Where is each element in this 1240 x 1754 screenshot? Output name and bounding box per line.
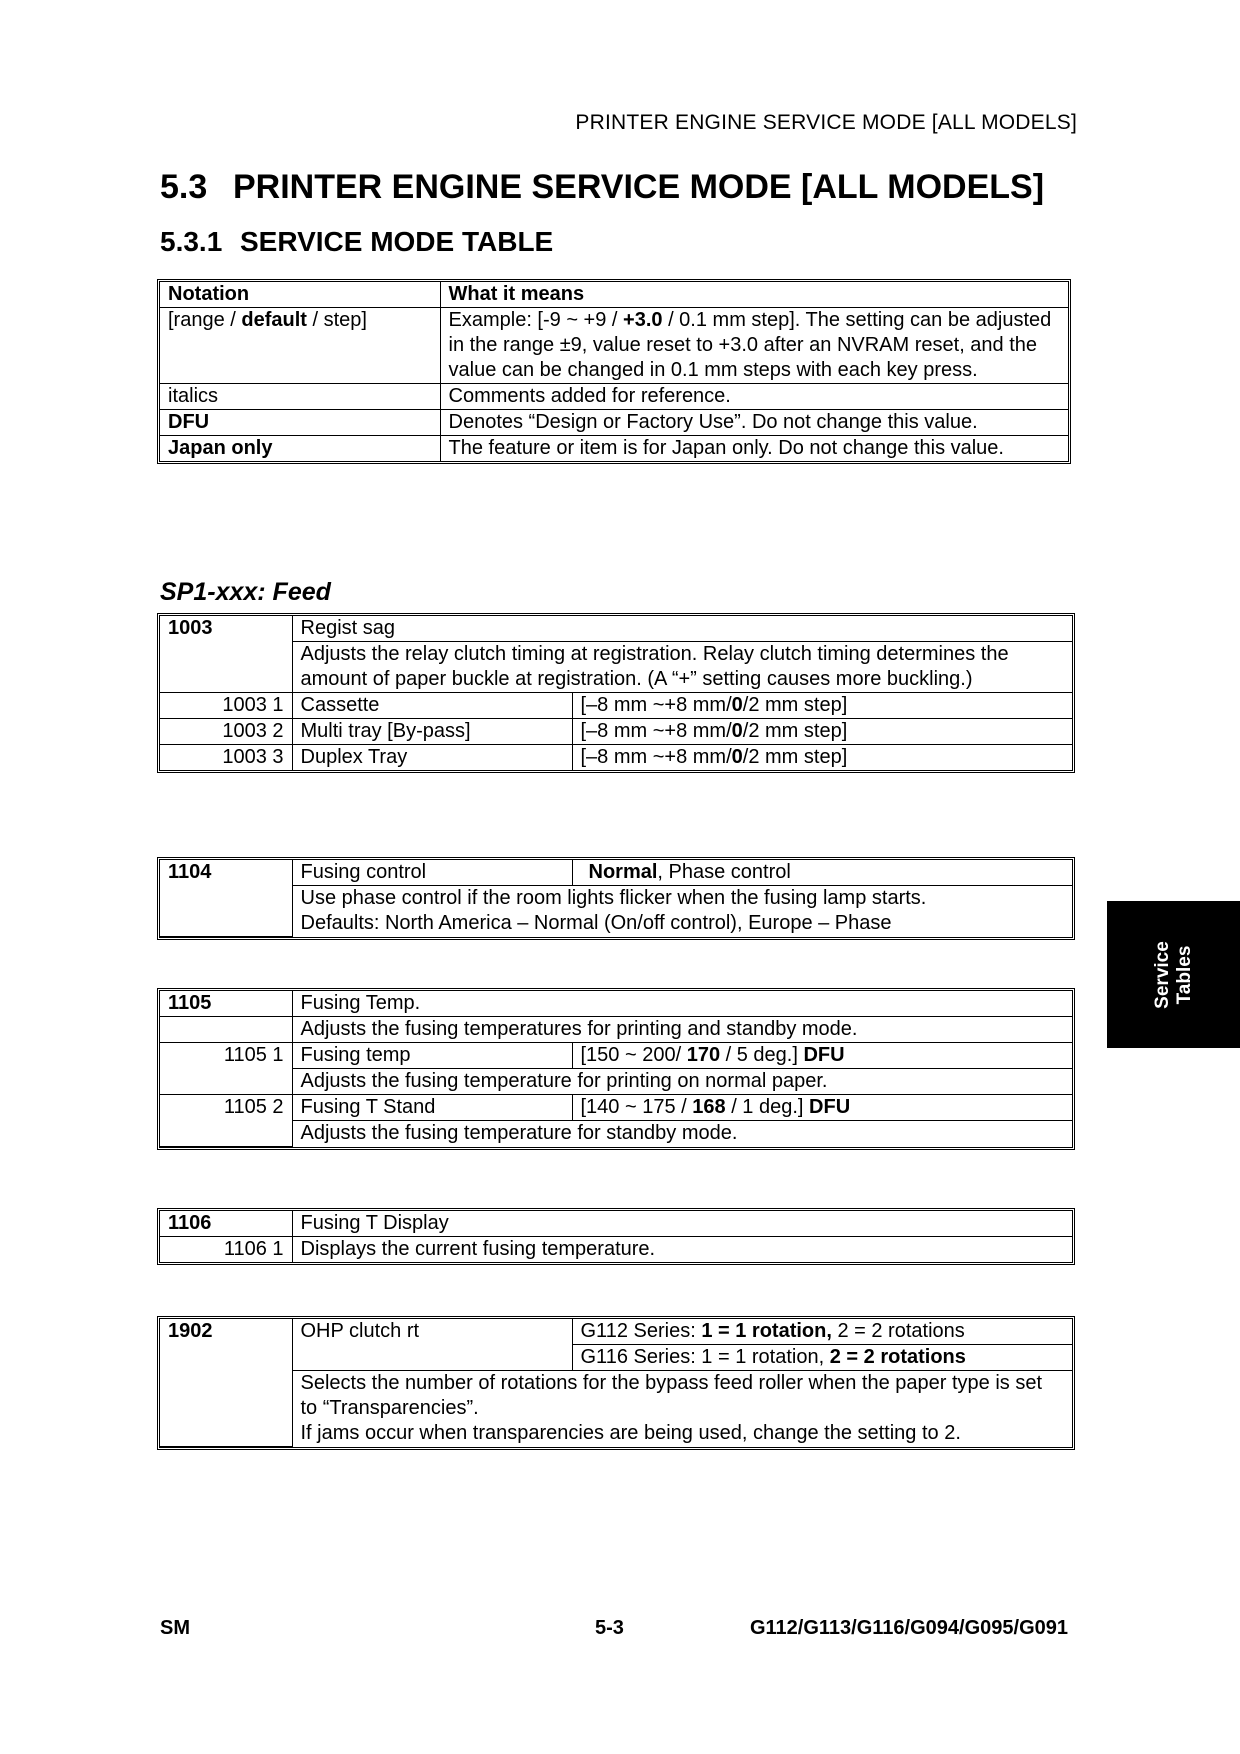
text: /2 mm step] bbox=[742, 720, 848, 742]
footer-left: SM bbox=[160, 1617, 190, 1639]
sp-value bbox=[572, 1095, 1072, 1121]
sp-subcode: 1105 1 bbox=[160, 1043, 292, 1095]
table-row bbox=[160, 642, 1072, 693]
sp-value bbox=[572, 719, 1072, 745]
text: [–8 mm ~+8 mm/ bbox=[580, 694, 732, 716]
meaning-cell bbox=[440, 308, 1068, 384]
notation-table bbox=[157, 279, 1071, 464]
subsection-title: SERVICE MODE TABLE bbox=[240, 226, 554, 257]
section-number: 5.3 bbox=[160, 168, 208, 206]
text: DFU bbox=[809, 1096, 851, 1118]
text: 0 bbox=[731, 746, 743, 768]
meaning-cell: The feature or item is for Japan only. Do not change this value. bbox=[440, 436, 1068, 462]
sp-value bbox=[572, 1043, 1072, 1069]
service-tables-tab bbox=[1107, 901, 1240, 1048]
sp-code: 1105 bbox=[160, 991, 292, 1017]
running-header: PRINTER ENGINE SERVICE MODE [ALL MODELS] bbox=[575, 111, 1077, 134]
notation-cell: DFU bbox=[160, 410, 440, 436]
sp-subcode: 1003 1 bbox=[160, 693, 292, 719]
table-row bbox=[160, 616, 1072, 642]
sp1104-table bbox=[157, 857, 1075, 940]
table-row bbox=[160, 1237, 1072, 1263]
meaning-header: What it means bbox=[440, 282, 1068, 308]
table-row bbox=[160, 886, 1072, 937]
tab-line: Service bbox=[1151, 940, 1173, 1009]
table-row bbox=[160, 410, 1068, 436]
sp-description bbox=[292, 886, 1072, 937]
table-row bbox=[160, 1319, 1072, 1345]
text: Example: [-9 ~ +9 / bbox=[448, 309, 624, 331]
sp1902-table bbox=[157, 1316, 1075, 1450]
sp-name: OHP clutch rt bbox=[292, 1319, 572, 1371]
text: G116 Series: 1 = 1 rotation, bbox=[580, 1346, 830, 1368]
text: Normal bbox=[588, 861, 658, 883]
table-row bbox=[160, 719, 1072, 745]
notation-cell bbox=[160, 308, 440, 384]
sp-description: Adjusts the fusing temperature for standby mode. bbox=[292, 1121, 1072, 1147]
tab-line: Tables bbox=[1173, 945, 1195, 1004]
meaning-cell: Denotes “Design or Factory Use”. Do not change this value. bbox=[440, 410, 1068, 436]
text: DFU bbox=[803, 1044, 845, 1066]
text: Defaults: North America – Normal (On/off control), Europe – Phase bbox=[300, 912, 892, 934]
sp-description: Adjusts the relay clutch timing at registration. Relay clutch timing determines the amount of paper buckle at registration. (A “+” setting causes more buckling.) bbox=[292, 642, 1072, 693]
text: 0 bbox=[731, 694, 743, 716]
text: 1 = 1 rotation, bbox=[701, 1320, 832, 1342]
text: , Phase control bbox=[657, 861, 791, 883]
text: /2 mm step] bbox=[742, 694, 848, 716]
table-row bbox=[160, 1095, 1072, 1121]
sp-subcode: 1003 2 bbox=[160, 719, 292, 745]
sp-code: 1003 bbox=[160, 616, 292, 693]
notation-cell: Japan only bbox=[160, 436, 440, 462]
sp-description: Displays the current fusing temperature. bbox=[292, 1237, 1072, 1263]
sp1105-table bbox=[157, 988, 1075, 1150]
table-row bbox=[160, 1211, 1072, 1237]
sp-code: 1104 bbox=[160, 860, 292, 936]
sp-subname: Fusing T Stand bbox=[292, 1095, 572, 1121]
text: [range / bbox=[168, 309, 242, 331]
table-row bbox=[160, 436, 1068, 462]
footer-page-number: 5-3 bbox=[595, 1617, 624, 1639]
text: / step] bbox=[306, 309, 367, 331]
table-row bbox=[160, 282, 1068, 308]
sp-description: Adjusts the fusing temperatures for printing and standby mode. bbox=[292, 1017, 1072, 1043]
text: 168 bbox=[692, 1096, 726, 1118]
sp-code: 1106 bbox=[160, 1211, 292, 1237]
text: default bbox=[241, 309, 307, 331]
text: Use phase control if the room lights flicker when the fusing lamp starts. bbox=[300, 887, 927, 909]
sp-value bbox=[572, 860, 1072, 886]
empty-cell bbox=[160, 1017, 292, 1043]
sp-value bbox=[572, 1319, 1072, 1345]
text: [–8 mm ~+8 mm/ bbox=[580, 746, 732, 768]
table-row bbox=[160, 991, 1072, 1017]
text: 170 bbox=[686, 1044, 721, 1066]
subsection-heading bbox=[160, 226, 553, 258]
text: [150 ~ 200/ bbox=[580, 1044, 687, 1066]
subsection-number: 5.3.1 bbox=[160, 226, 223, 257]
text: 2 = 2 rotations bbox=[829, 1346, 966, 1368]
table-row bbox=[160, 1121, 1072, 1147]
table-row bbox=[160, 693, 1072, 719]
table-row bbox=[160, 1043, 1072, 1069]
text: If jams occur when transparencies are being used, change the setting to 2. bbox=[300, 1422, 961, 1444]
table-row bbox=[160, 745, 1072, 771]
section-title: PRINTER ENGINE SERVICE MODE [ALL MODELS] bbox=[233, 168, 1045, 206]
text: / 1 deg.] bbox=[725, 1096, 810, 1118]
sp-description: Adjusts the fusing temperature for printing on normal paper. bbox=[292, 1069, 1072, 1095]
sp-subname: Cassette bbox=[292, 693, 572, 719]
sp-subcode: 1003 3 bbox=[160, 745, 292, 771]
sp-subcode: 1106 1 bbox=[160, 1237, 292, 1263]
text: +3.0 bbox=[623, 309, 663, 331]
notation-header: Notation bbox=[160, 282, 440, 308]
footer-models: G112/G113/G116/G094/G095/G091 bbox=[749, 1617, 1068, 1639]
table-row bbox=[160, 1069, 1072, 1095]
sp-subname: Fusing temp bbox=[292, 1043, 572, 1069]
text: [140 ~ 175 / bbox=[580, 1096, 693, 1118]
sp-value bbox=[572, 1345, 1072, 1371]
sp-subname: Duplex Tray bbox=[292, 745, 572, 771]
text: [–8 mm ~+8 mm/ bbox=[580, 720, 732, 742]
text: /2 mm step] bbox=[742, 746, 848, 768]
text: 2 = 2 rotations bbox=[831, 1320, 965, 1342]
table-row bbox=[160, 384, 1068, 410]
sp-name: Fusing Temp. bbox=[292, 991, 1072, 1017]
sp1106-table bbox=[157, 1208, 1075, 1265]
sp-description bbox=[292, 1371, 1072, 1447]
sp-name: Regist sag bbox=[292, 616, 1072, 642]
text: / 0.1 mm step]. The setting can be adjusted in the range ±9, value reset to +3.0 after an NVRAM reset, and the value can be changed in 0.1 mm steps with each key press. bbox=[448, 309, 1052, 381]
sp-subname: Multi tray [By-pass] bbox=[292, 719, 572, 745]
table-row bbox=[160, 1371, 1072, 1447]
section-heading bbox=[160, 168, 1044, 207]
sp1003-table bbox=[157, 613, 1075, 773]
sp-value bbox=[572, 693, 1072, 719]
sp-code: 1902 bbox=[160, 1319, 292, 1446]
sp-value bbox=[572, 745, 1072, 771]
sp-name: Fusing control bbox=[292, 860, 572, 886]
notation-cell: italics bbox=[160, 384, 440, 410]
sp-subcode: 1105 2 bbox=[160, 1095, 292, 1147]
text: / 5 deg.] bbox=[720, 1044, 804, 1066]
text: 0 bbox=[731, 720, 743, 742]
sp-name: Fusing T Display bbox=[292, 1211, 1072, 1237]
meaning-cell: Comments added for reference. bbox=[440, 384, 1068, 410]
sp1-heading: SP1-xxx: Feed bbox=[160, 578, 331, 606]
table-row bbox=[160, 308, 1068, 384]
table-row bbox=[160, 1017, 1072, 1043]
table-row bbox=[160, 860, 1072, 886]
text: G112 Series: bbox=[580, 1320, 702, 1342]
text: Selects the number of rotations for the bypass feed roller when the paper type is set to “Transparencies”. bbox=[300, 1372, 1043, 1419]
